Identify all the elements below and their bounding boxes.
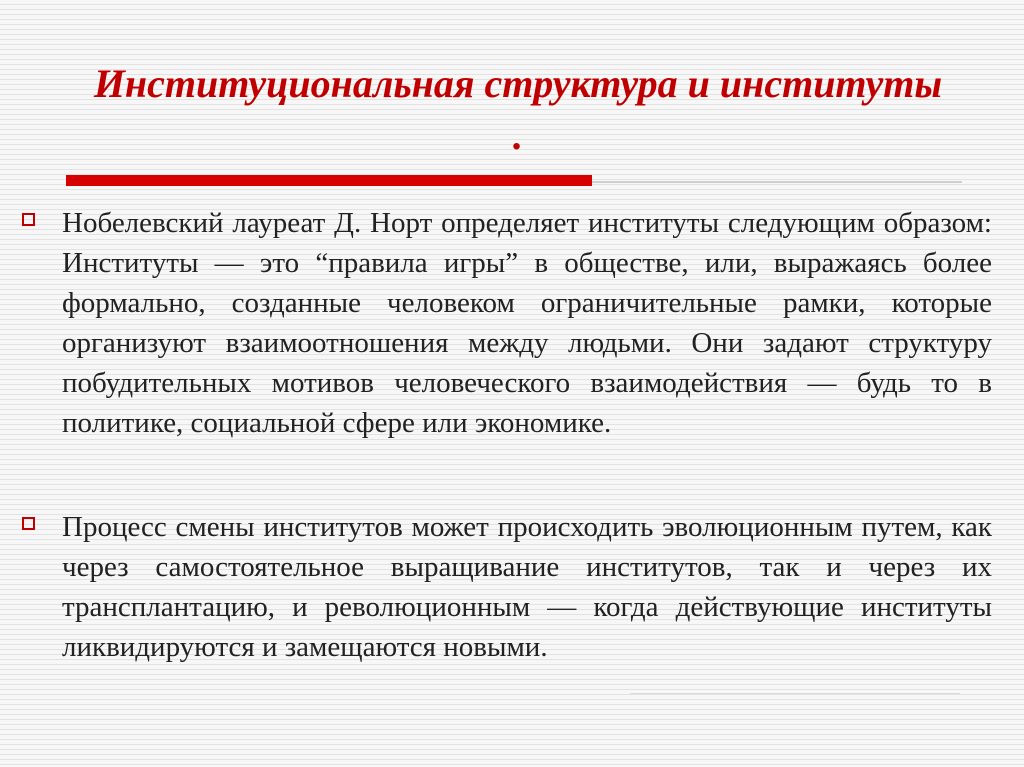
bullet-item	[20, 507, 992, 667]
hollow-square-bullet-icon	[22, 213, 35, 226]
hollow-square-bullet-icon	[22, 517, 35, 530]
decorative-divider	[630, 693, 960, 694]
title-underline-thin	[592, 181, 962, 183]
slide-title: Институциональная структура и институты .	[93, 61, 943, 158]
bullet-text: Процесс смены институтов может происходить эволюционным путем, как через самостоятельное выращивание институтов, так и через их трансплантацию, и революционным — когда действующие институты ликвидируются и замещаются новыми.	[62, 511, 992, 663]
bullet-item	[20, 203, 992, 443]
bullet-text: Нобелевский лауреат Д. Норт определяет институты следующим образом: Институты — это “правила игры” в обществе, или, выражаясь более формально, созданные человеком ограничительные рамки, которые организуют взаимоотношения между людьми. Они задают структуру побудительных мотивов человеческого взаимодействия — будь то в политике, социальной сфере или экономике.	[62, 207, 992, 439]
title-underline-accent	[66, 175, 592, 186]
